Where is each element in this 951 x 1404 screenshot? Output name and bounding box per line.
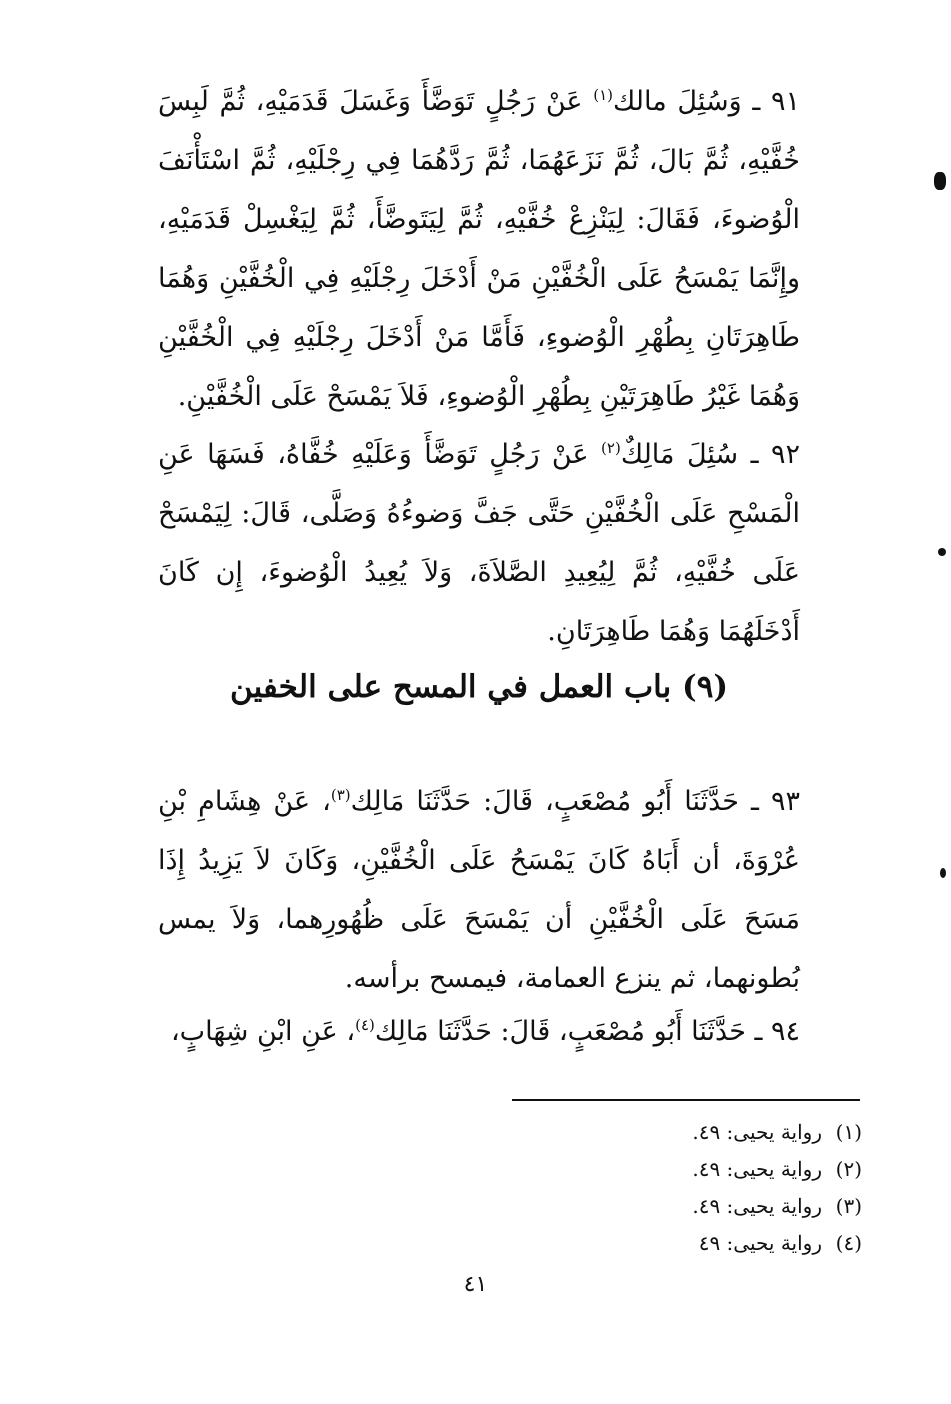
footnote-text: رواية يحيى: ٤٩ [698, 1231, 822, 1255]
paragraph-text-start: سُئِلَ مَالِكٌ [620, 439, 739, 470]
footnote-ref-2[interactable]: (٢) [601, 439, 621, 457]
paragraph-text: عَنْ رَجُلٍ تَوَضَّأَ وَعَلَيْهِ خُفَّاهُ، فَسَهَا عَنِ الْمَسْحِ عَلَى الْخُفَّيْنِ حَتَّى جَفَّ وَضوءُهُ وَصَلَّى، قَالَ: لِيَمْسَحْ عَلَى خُفَّيْهِ، ثُمَّ لِيُعِيدِ الصَّلاَةَ، وَلاَ يُعِيدُ الْوُضوءَ، إِن كَانَ أَدْخَلَهُمَا وَهُمَا طَاهِرَتَانِ. [158, 439, 800, 647]
footnote-text: رواية يحيى: ٤٩. [692, 1120, 822, 1144]
paragraph-text-start: حَدَّثَنَا أَبُو مُصْعَبٍ، قَالَ: حَدَّثَنَا مَالِك [350, 786, 739, 817]
paragraph-number: ٩٤ [770, 1016, 800, 1047]
footnote-4 [560, 1225, 862, 1262]
paragraph-94: ٩٤ ـ حَدَّثَنَا أَبُو مُصْعَبٍ، قَالَ: حَدَّثَنَا مَالِك$^{(٤)}$، عَنِ ابْنِ شِهَابٍ، [170, 1016, 800, 1047]
footnote-ref-4[interactable]: (٤) [355, 1016, 375, 1034]
page-number: ٤١ [463, 1272, 488, 1297]
scan-speck [938, 548, 946, 556]
paragraph-91: ٩١ ـ وَسُئِلَ مالك$^{(١)}$ عَنْ رَجُلٍ تَوَضَّأَ وَغَسَلَ قَدَمَيْهِ، ثُمَّ لَبِسَ خُفَّيْهِ، ثُمَّ بَالَ، ثُمَّ نَزَعَهُمَا، ثُمَّ رَدَّهُمَا فِي رِجْلَيْهِ، ثُمَّ اسْتَأْنَفَ الْوُضوءَ، فَقَالَ: لِيَنْزِعْ خُفَّيْهِ، ثُمَّ لِيَتَوضَّأَ، ثُمَّ لِيَغْسِلْ قَدَمَيْهِ، وإِنَّمَا يَمْسَحُ عَلَى الْخُفَّيْنِ مَنْ أَدْخَلَ رِجْلَيْهِ فِي الْخُفَّيْنِ وَهُمَا طَاهِرَتَانِ بِطُهْرِ الْوُضوءِ، فَأَمَّا مَنْ أَدْخَلَ رِجْلَيْهِ فِي الْخُفَّيْنِ وَهُمَا غَيْرُ طَاهِرَتَيْنِ بِطُهْرِ الْوُضوءِ، فَلاَ يَمْسَحْ عَلَى الْخُفَّيْنِ. [158, 86, 800, 412]
paragraph-text: عَنْ رَجُلٍ تَوَضَّأَ وَغَسَلَ قَدَمَيْهِ، ثُمَّ لَبِسَ خُفَّيْهِ، ثُمَّ بَالَ، ثُمَّ نَزَعَهُمَا، ثُمَّ رَدَّهُمَا فِي رِجْلَيْهِ، ثُمَّ اسْتَأْنَفَ الْوُضوءَ، فَقَالَ: لِيَنْزِعْ خُفَّيْهِ، ثُمَّ لِيَتَوضَّأَ، ثُمَّ لِيَغْسِلْ قَدَمَيْهِ، وإِنَّمَا يَمْسَحُ عَلَى الْخُفَّيْنِ مَنْ أَدْخَلَ رِجْلَيْهِ فِي الْخُفَّيْنِ وَهُمَا طَاهِرَتَانِ بِطُهْرِ الْوُضوءِ، فَأَمَّا مَنْ أَدْخَلَ رِجْلَيْهِ فِي الْخُفَّيْنِ وَهُمَا غَيْرُ طَاهِرَتَيْنِ بِطُهْرِ الْوُضوءِ، فَلاَ يَمْسَحْ عَلَى الْخُفَّيْنِ. [158, 86, 800, 412]
footnotes-list [560, 1114, 862, 1262]
paragraph-92: ٩٢ ـ سُئِلَ مَالِكٌ$^{(٢)}$ عَنْ رَجُلٍ تَوَضَّأَ وَعَلَيْهِ خُفَّاهُ، فَسَهَا عَنِ الْمَسْحِ عَلَى الْخُفَّيْنِ حَتَّى جَفَّ وَضوءُهُ وَصَلَّى، قَالَ: لِيَمْسَحْ عَلَى خُفَّيْهِ، ثُمَّ لِيُعِيدِ الصَّلاَةَ، وَلاَ يُعِيدُ الْوُضوءَ، إِن كَانَ أَدْخَلَهُمَا وَهُمَا طَاهِرَتَانِ. [158, 439, 800, 647]
footnote-number: (١) [835, 1120, 862, 1144]
footnote-ref-1[interactable]: (١) [593, 86, 614, 104]
scan-speck [940, 868, 946, 878]
paragraph-text: ، عَنِ ابْنِ شِهَابٍ، [170, 1016, 356, 1047]
footnote-number: (٣) [835, 1194, 862, 1218]
footnote-3 [560, 1188, 862, 1225]
footnote-number: (٢) [835, 1157, 862, 1181]
footnote-ref-3[interactable]: (٣) [330, 786, 351, 804]
paragraph-number: ٩٢ [770, 439, 800, 470]
paragraph-number: ٩٣ [771, 786, 801, 817]
footnote-1 [560, 1114, 862, 1151]
footnote-number: (٤) [835, 1231, 862, 1255]
chapter-heading: (٩) باب العمل في المسح على الخفين [229, 669, 729, 705]
scan-speck [934, 172, 946, 190]
paragraph-number: ٩١ [770, 86, 800, 117]
footnote-2 [560, 1151, 862, 1188]
footnote-divider [512, 1099, 860, 1101]
footnote-text: رواية يحيى: ٤٩. [692, 1157, 822, 1181]
paragraph-text: ، عَنْ هِشَامِ بْنِ عُرْوَةَ، أن أَبَاهُ كَانَ يَمْسَحُ عَلَى الْخُفَّيْنِ، وَكَانَ لاَ يَزِيدُ إِذَا مَسَحَ عَلَى الْخُفَّيْنِ أن يَمْسَحَ عَلَى ظُهُورِهما، وَلاَ يمس بُطونهما، ثم ينزع العمامة، فيمسح برأسه. [158, 786, 800, 994]
footnote-text: رواية يحيى: ٤٩. [692, 1194, 822, 1218]
paragraph-text-start: حَدَّثَنَا أَبُو مُصْعَبٍ، قَالَ: حَدَّثَنَا مَالِك [374, 1016, 746, 1047]
paragraph-93: ٩٣ ـ حَدَّثَنَا أَبُو مُصْعَبٍ، قَالَ: حَدَّثَنَا مَالِك$^{(٣)}$، عَنْ هِشَامِ بْنِ عُرْوَةَ، أن أَبَاهُ كَانَ يَمْسَحُ عَلَى الْخُفَّيْنِ، وَكَانَ لاَ يَزِيدُ إِذَا مَسَحَ عَلَى الْخُفَّيْنِ أن يَمْسَحَ عَلَى ظُهُورِهما، وَلاَ يمس بُطونهما، ثم ينزع العمامة، فيمسح برأسه. [158, 786, 801, 994]
paragraph-text-start: وَسُئِلَ مالك [613, 86, 742, 117]
